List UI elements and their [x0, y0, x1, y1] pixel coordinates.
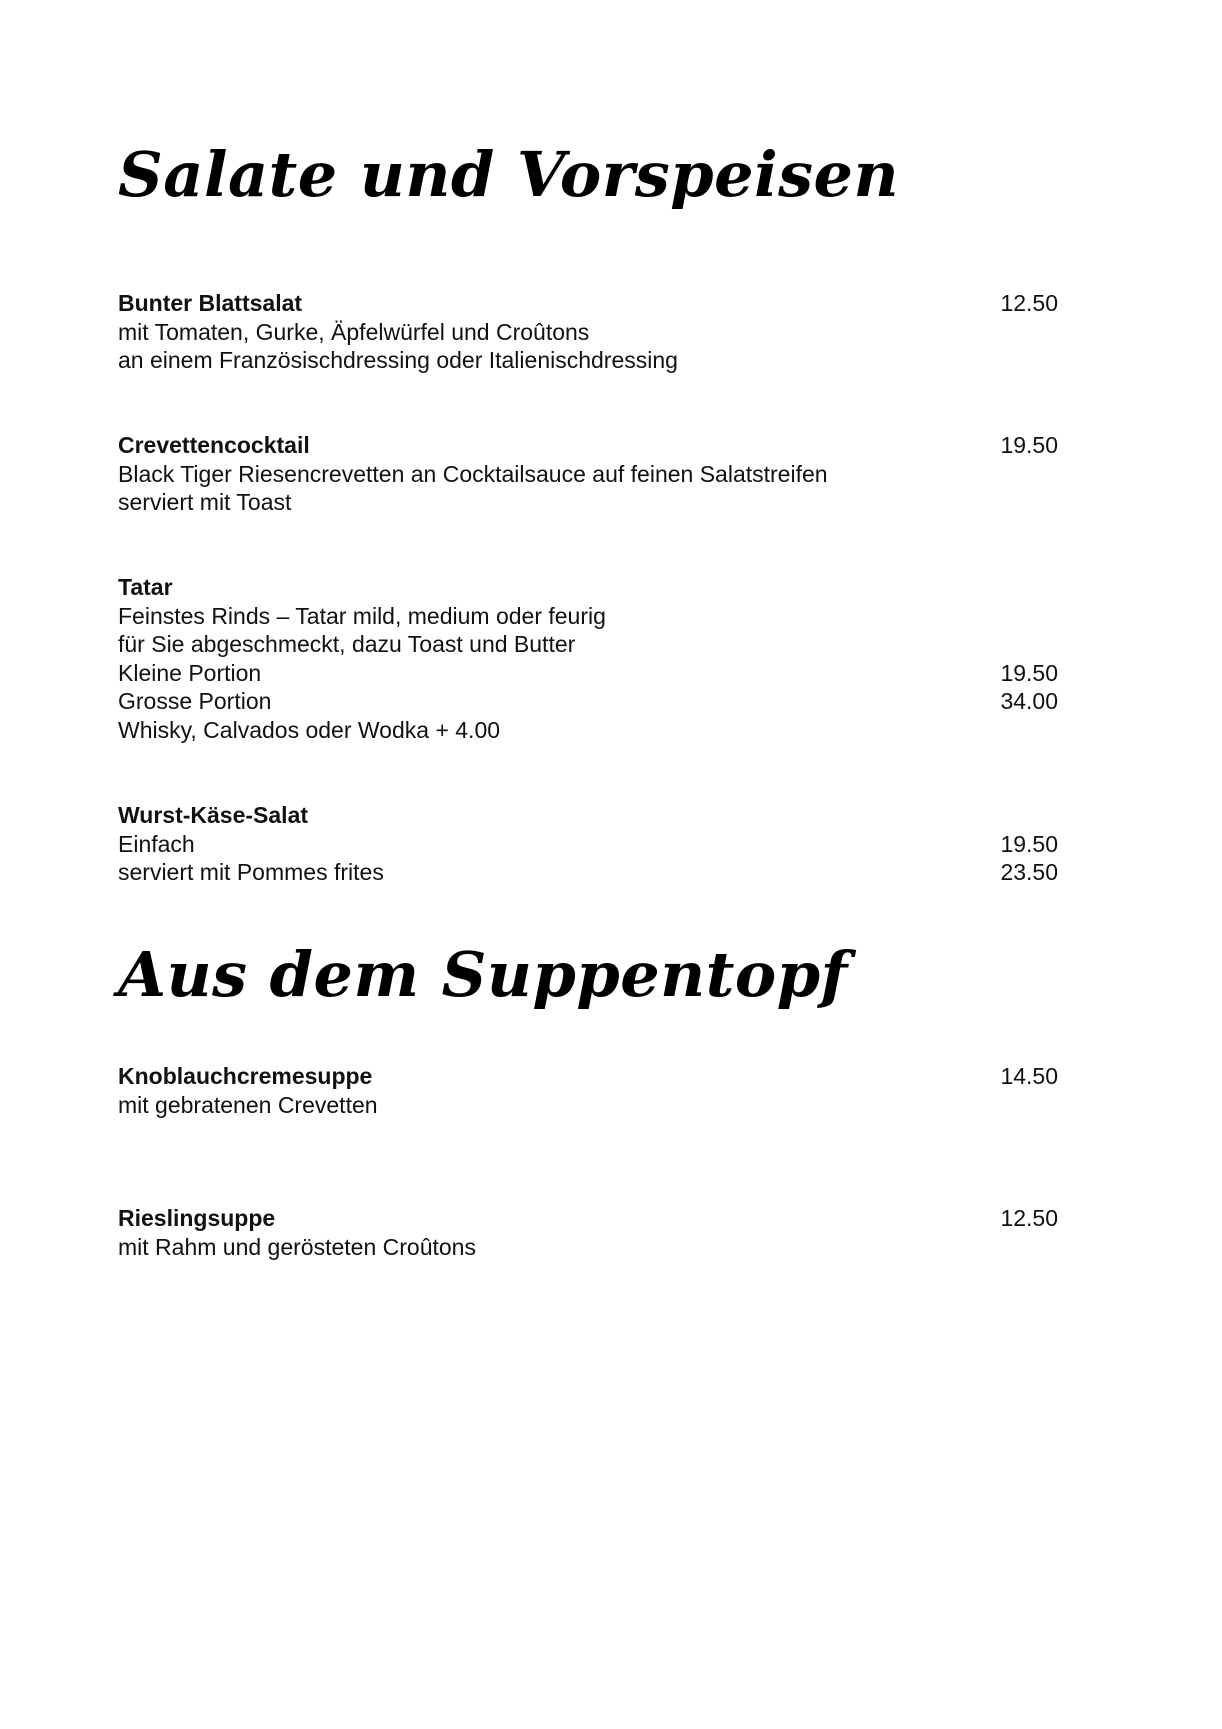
menu-item-header [118, 573, 1058, 602]
dish-price: 14.50 [1000, 1063, 1058, 1089]
menu-item-bunter-blattsalat [118, 289, 1058, 375]
description-text: für Sie abgeschmeckt, dazu Toast und Butter [118, 631, 576, 657]
portion-option [118, 659, 1058, 688]
dish-name: Wurst-Käse-Salat [118, 802, 309, 828]
dish-price: 12.50 [1000, 1205, 1058, 1231]
dish-description [118, 716, 1058, 745]
dish-name: Bunter Blattsalat [118, 290, 303, 316]
description-text: mit Tomaten, Gurke, Äpfelwürfel und Croûtons [118, 318, 590, 345]
menu-item-header [118, 801, 1058, 830]
dish-description [118, 460, 1058, 489]
dish-price: 12.50 [1000, 290, 1058, 316]
dish-description [118, 630, 1058, 659]
description-text: an einem Französischdressing oder Italienischdressing [118, 347, 678, 373]
dish-price: 19.50 [1000, 432, 1058, 458]
portion-option [118, 858, 1058, 887]
portion-price: 19.50 [1000, 830, 1058, 857]
description-text: serviert mit Toast [118, 489, 292, 515]
description-text: Feinstes Rinds – Tatar mild, medium oder feurig [118, 602, 606, 629]
dish-description [118, 488, 1058, 517]
dish-name: Crevettencocktail [118, 432, 310, 458]
section-title-salate: Salate und Vorspeisen [118, 138, 900, 211]
portion-price: 23.50 [1000, 859, 1058, 885]
portion-option [118, 830, 1058, 859]
dish-name: Knoblauchcremesuppe [118, 1063, 373, 1089]
portion-price: 34.00 [1000, 688, 1058, 714]
description-text: mit gebratenen Crevetten [118, 1091, 378, 1118]
menu-item-wurst-kaese-salat [118, 801, 1058, 887]
portion-label: Grosse Portion [118, 688, 272, 714]
menu-item-header [118, 431, 1058, 460]
dish-description [118, 318, 1058, 347]
portion-label: serviert mit Pommes frites [118, 859, 384, 885]
dish-description [118, 602, 1058, 631]
description-text: Whisky, Calvados oder Wodka + 4.00 [118, 716, 501, 743]
section-title-suppentopf: Aus dem Suppentopf [118, 938, 848, 1011]
menu-item-rieslingsuppe [118, 1204, 1058, 1261]
dish-description [118, 346, 1058, 375]
description-text: Black Tiger Riesencrevetten an Cocktailsauce auf feinen Salatstreifen [118, 460, 828, 487]
menu-item-header [118, 1062, 1058, 1091]
menu-item-header [118, 289, 1058, 318]
portion-price: 19.50 [1000, 659, 1058, 686]
menu-item-knoblauchcremesuppe [118, 1062, 1058, 1119]
portion-label: Einfach [118, 830, 195, 857]
dish-description [118, 1233, 1058, 1262]
portion-option [118, 687, 1058, 716]
description-text: mit Rahm und gerösteten Croûtons [118, 1233, 476, 1260]
dish-name: Rieslingsuppe [118, 1205, 276, 1231]
dish-name: Tatar [118, 574, 173, 600]
menu-item-crevettencocktail [118, 431, 1058, 517]
menu-item-tatar [118, 573, 1058, 744]
portion-label: Kleine Portion [118, 659, 262, 686]
dish-description [118, 1091, 1058, 1120]
menu-item-header [118, 1204, 1058, 1233]
